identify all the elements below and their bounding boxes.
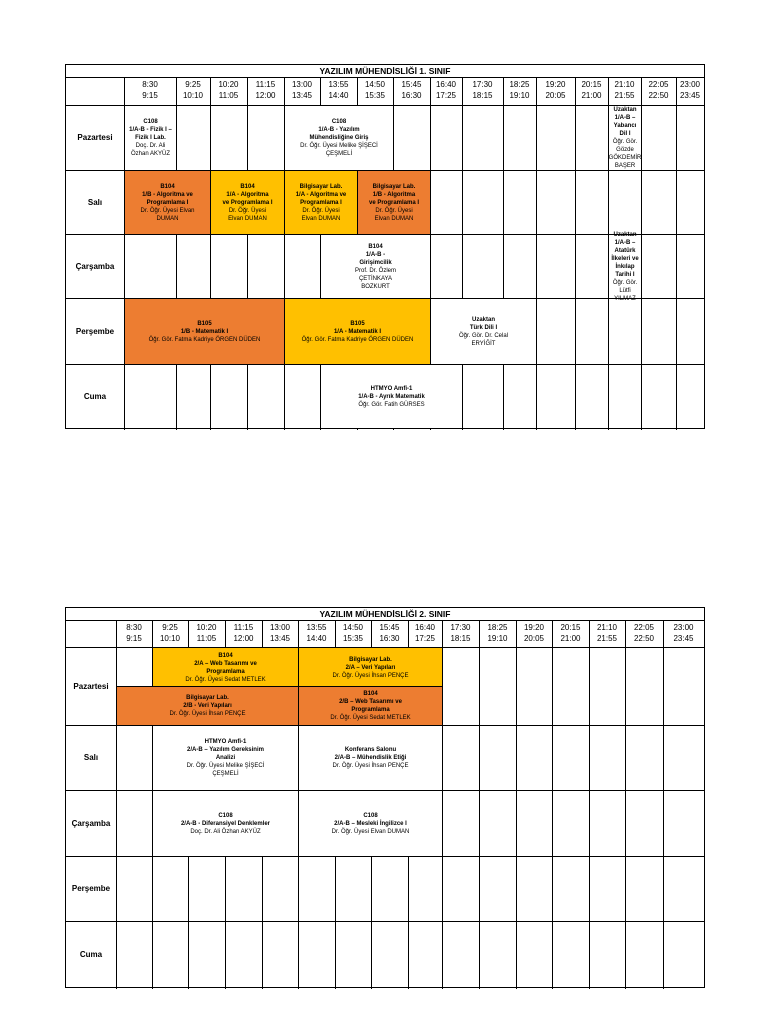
class-line: Dil I [619,131,631,137]
class-line: 1/A - Algoritma ve [295,191,347,198]
schedule-grid [66,78,704,430]
grid-column-line [462,78,463,430]
class-line: Öğr. Gör. Fatih GÜRSES [358,401,425,408]
class-line: 1/B - Matematik I [180,328,229,335]
day-label: Perşembe [71,884,111,893]
time-slot-label: 13:00 13:45 [269,623,291,643]
time-slot-label: 15:45 16:30 [401,80,422,100]
class-line: Uzaktan [613,107,637,113]
grid-column-line [479,621,480,989]
class-block [357,170,431,235]
class-line: 2/A-B – Yazılım Gereksinim [187,747,264,753]
time-slot-label: 21:10 21:55 [614,80,635,100]
class-line: B104 [368,243,383,250]
class-line: Öğr. Gör. Fatma Kadriye ÖRGEN DÜDEN [148,336,261,343]
class-line: BOZKURT [361,283,390,290]
grid-row-line [66,921,704,922]
class-line: 1/A - Matematik I [333,328,382,335]
class-line: ÇEŞMELİ [212,771,239,777]
class-block [609,231,641,302]
time-slot-label: 13:55 14:40 [306,623,327,643]
schedule-title: YAZILIM MÜHENDİSLİĞİ 1. SINIF [66,65,704,78]
class-line: 2/A – Veri Yapıları [345,664,396,671]
class-line: 1/A-B – Yabancı [613,115,637,129]
class-line: Elvan DUMAN [301,215,341,222]
class-block [210,170,285,235]
class-line: 2/A – Web Tasarımı ve [194,660,257,667]
class-line: Uzaktan [613,231,637,238]
grid-column-line [663,621,664,989]
class-line: ERYİĞİT [471,340,496,347]
time-slot-label: 15:45 16:30 [379,623,400,643]
schedule-title: YAZILIM MÜHENDİSLİĞİ 2. SINIF [66,608,704,621]
class-line: B104 [160,183,175,190]
day-label: Pazartesi [77,133,113,142]
time-slot-label: 14:50 15:35 [342,623,364,643]
class-line: B104 [240,183,255,190]
time-slot-label: 22:05 22:50 [633,623,655,643]
class-line: Konferans Salonu [344,747,397,753]
class-line: Dr. Öğr. Üyesi Sedat METLEK [330,715,411,721]
class-line: Programlama I [146,199,189,206]
class-line: 1/A-B - [365,251,386,258]
class-line: YILMAZ [614,295,636,302]
class-line: Öğr. Gör. Gözde [612,139,638,153]
time-slot-label: 19:20 20:05 [545,80,566,100]
grid-column-line [247,78,248,430]
class-line: Öğr. Gör. Fatma Kadriye ÖRGEN DÜDEN [301,336,414,343]
time-slot-label: 13:00 13:45 [291,80,313,100]
day-label: Perşembe [75,326,115,336]
class-line: Girişimcilik [359,259,392,266]
time-slot-label: 8:30 9:15 [126,623,142,643]
day-label: Pazartesi [73,681,109,691]
class-line: B105 [350,320,365,327]
class-line: Bilgisayar Lab. [299,183,343,190]
grid-column-line [176,78,177,430]
class-block [431,299,536,364]
grid-column-line [516,621,517,989]
class-line: 2/A-B - Diferansiyel Denklemler [180,820,271,827]
class-block [285,106,393,170]
class-line: Programlama [206,668,245,675]
class-line: Türk Dili I [469,324,498,331]
time-slot-label: 10:20 11:05 [218,80,239,100]
day-label: Salı [83,753,99,762]
class-line: Tarihi I [615,271,635,278]
class-line: ÇEŞMELİ [325,151,353,157]
grid-column-line [116,621,117,989]
class-line: 1/B - Algoritma ve [142,191,193,198]
grid-column-line [676,78,677,430]
class-block [125,106,176,170]
time-slot-label: 17:30 18:15 [472,80,493,100]
class-line: 2/A-B – Mesleki İngilizce I [334,820,407,827]
time-slot-label: 16:40 17:25 [435,80,457,100]
class-line: 1/B - Algoritma [372,191,416,198]
class-line: B105 [197,320,212,327]
class-line: Dr. Öğr. Üyesi İhsan PENÇE [169,711,246,717]
class-block [124,170,211,235]
class-line: Bilgisayar Lab. [186,695,229,701]
class-line: B104 [363,691,378,697]
day-label: Cuma [79,949,103,959]
class-line: GÖKDEMİR BAŞER [608,155,642,169]
class-line: Dr. Öğr. Üyesi [375,207,413,214]
grid-column-line [210,78,211,430]
time-slot-label: 14:50 15:35 [364,80,386,100]
class-block [116,686,299,726]
class-line: 1/A-B - Fizik I – Fizik I Lab. [129,127,172,141]
class-line: 2/A-B – Mühendislik Etiği [334,755,407,761]
time-slot-label: 18:25 19:10 [487,623,508,643]
class-line: Doç. Dr. Ali Özhan AKYÜZ [130,143,171,157]
grid-column-line [536,78,537,430]
class-block [284,298,431,365]
class-line: 2/B – Web Tasarımı ve [339,699,402,705]
class-block [298,647,443,688]
class-line: HTMYO Amfi-1 [204,739,247,745]
time-slot-label: 10:20 11:05 [196,623,217,643]
time-slot-label: 9:25 10:10 [159,623,181,643]
time-slot-label: 9:25 10:10 [182,80,204,100]
time-slot-label: 18:25 19:10 [509,80,530,100]
class-block [321,235,430,298]
day-label: Çarşamba [71,818,111,828]
class-line: ve Programlama I [368,199,420,206]
class-block [284,170,358,235]
class-block [153,791,298,856]
time-slot-label: 22:05 22:50 [648,80,669,100]
time-slot-label: 21:10 21:55 [596,623,618,643]
time-slot-label: 23:00 23:45 [673,623,694,643]
class-line: Dr. Öğr. Üyesi [228,207,267,214]
schedule-table-2 [65,607,705,988]
grid-column-line [503,78,504,430]
class-line: Dr. Öğr. Üyesi Melike ŞİŞECİ [300,143,378,149]
time-slot-label: 11:15 12:00 [233,623,254,643]
class-line: Dr. Öğr. Üyesi İhsan PENÇE [332,763,409,769]
class-line: C108 [331,119,347,125]
day-label: Cuma [83,391,107,401]
class-line: Uzaktan [471,316,495,323]
class-line: DUMAN [156,215,179,222]
class-line: ÇETİNKAYA [358,275,393,282]
time-slot-label: 13:55 14:40 [328,80,349,100]
time-slot-label: 16:40 17:25 [414,623,436,643]
day-label: Çarşamba [75,261,115,271]
class-line: C108 [363,812,378,819]
class-line: 2/B - Veri Yapıları [183,703,232,709]
grid-column-line [641,78,642,430]
class-line: 1/A-B - Yazılım [318,127,360,133]
day-label: Salı [87,197,103,207]
class-line: HTMYO Amfi-1 [370,385,413,392]
class-line: Dr. Öğr. Üyesi Elvan [140,207,195,214]
time-slot-label: 11:15 12:00 [255,80,276,100]
class-line: Dr. Öğr. Üyesi İhsan PENÇE [332,672,409,679]
schedule-grid [66,621,704,989]
class-line: Dr. Öğr. Üyesi Melike ŞİŞECİ [186,763,265,769]
class-line: Mühendisliğine Giriş [309,135,369,141]
class-line: Bilgisayar Lab. [349,656,392,663]
class-line: Analizi [215,755,236,761]
class-line: Öğr. Gör. Dr. Celal [458,332,509,339]
class-line: Öğr. Gör. Lütfi [612,279,638,294]
class-line: Bilgisayar Lab. [372,183,416,190]
class-block [152,647,299,688]
grid-column-line [589,621,590,989]
schedule-table-1 [65,64,705,429]
class-line: ve Programlama I [222,199,273,206]
class-line: Dr. Öğr. Üyesi Elvan DUMAN [331,828,410,835]
class-line: C108 [143,119,158,125]
class-block [124,298,285,365]
class-line: B104 [218,652,233,659]
class-line: İlkeleri ve İnkılap [611,255,639,270]
time-slot-label: 20:15 21:00 [581,80,602,100]
class-block [299,726,442,790]
class-line: C108 [218,812,233,819]
class-block [299,791,442,856]
class-block [298,686,443,726]
class-line: Programlama [351,707,390,713]
class-line: Prof. Dr. Özlem [354,267,396,274]
class-line: Elvan DUMAN [228,215,267,222]
time-slot-label: 23:00 23:45 [679,80,701,100]
class-line: 1/A-B - Ayrık Matematik [358,393,425,400]
class-line: Programlama I [300,199,342,206]
time-slot-label: 17:30 18:15 [450,623,471,643]
time-slot-label: 19:20 20:05 [523,623,545,643]
time-slot-label: 8:30 9:15 [142,80,158,100]
grid-row-line [66,856,704,857]
class-line: Dr. Öğr. Üyesi [302,207,340,214]
grid-column-line [552,621,553,989]
time-slot-label: 20:15 21:00 [560,623,581,643]
class-block [609,106,641,170]
class-block [321,365,462,428]
grid-column-line [625,621,626,989]
class-line: 1/A-B – Atatürk [614,239,636,254]
class-line: Dr. Öğr. Üyesi Sedat METLEK [185,676,266,683]
grid-column-line [575,78,576,430]
class-line: Doç. Dr. Ali Özhan AKYÜZ [190,828,261,835]
class-block [153,726,298,790]
class-line: 1/A - Algoritma [226,191,269,198]
class-line: Elvan DUMAN [374,215,414,222]
